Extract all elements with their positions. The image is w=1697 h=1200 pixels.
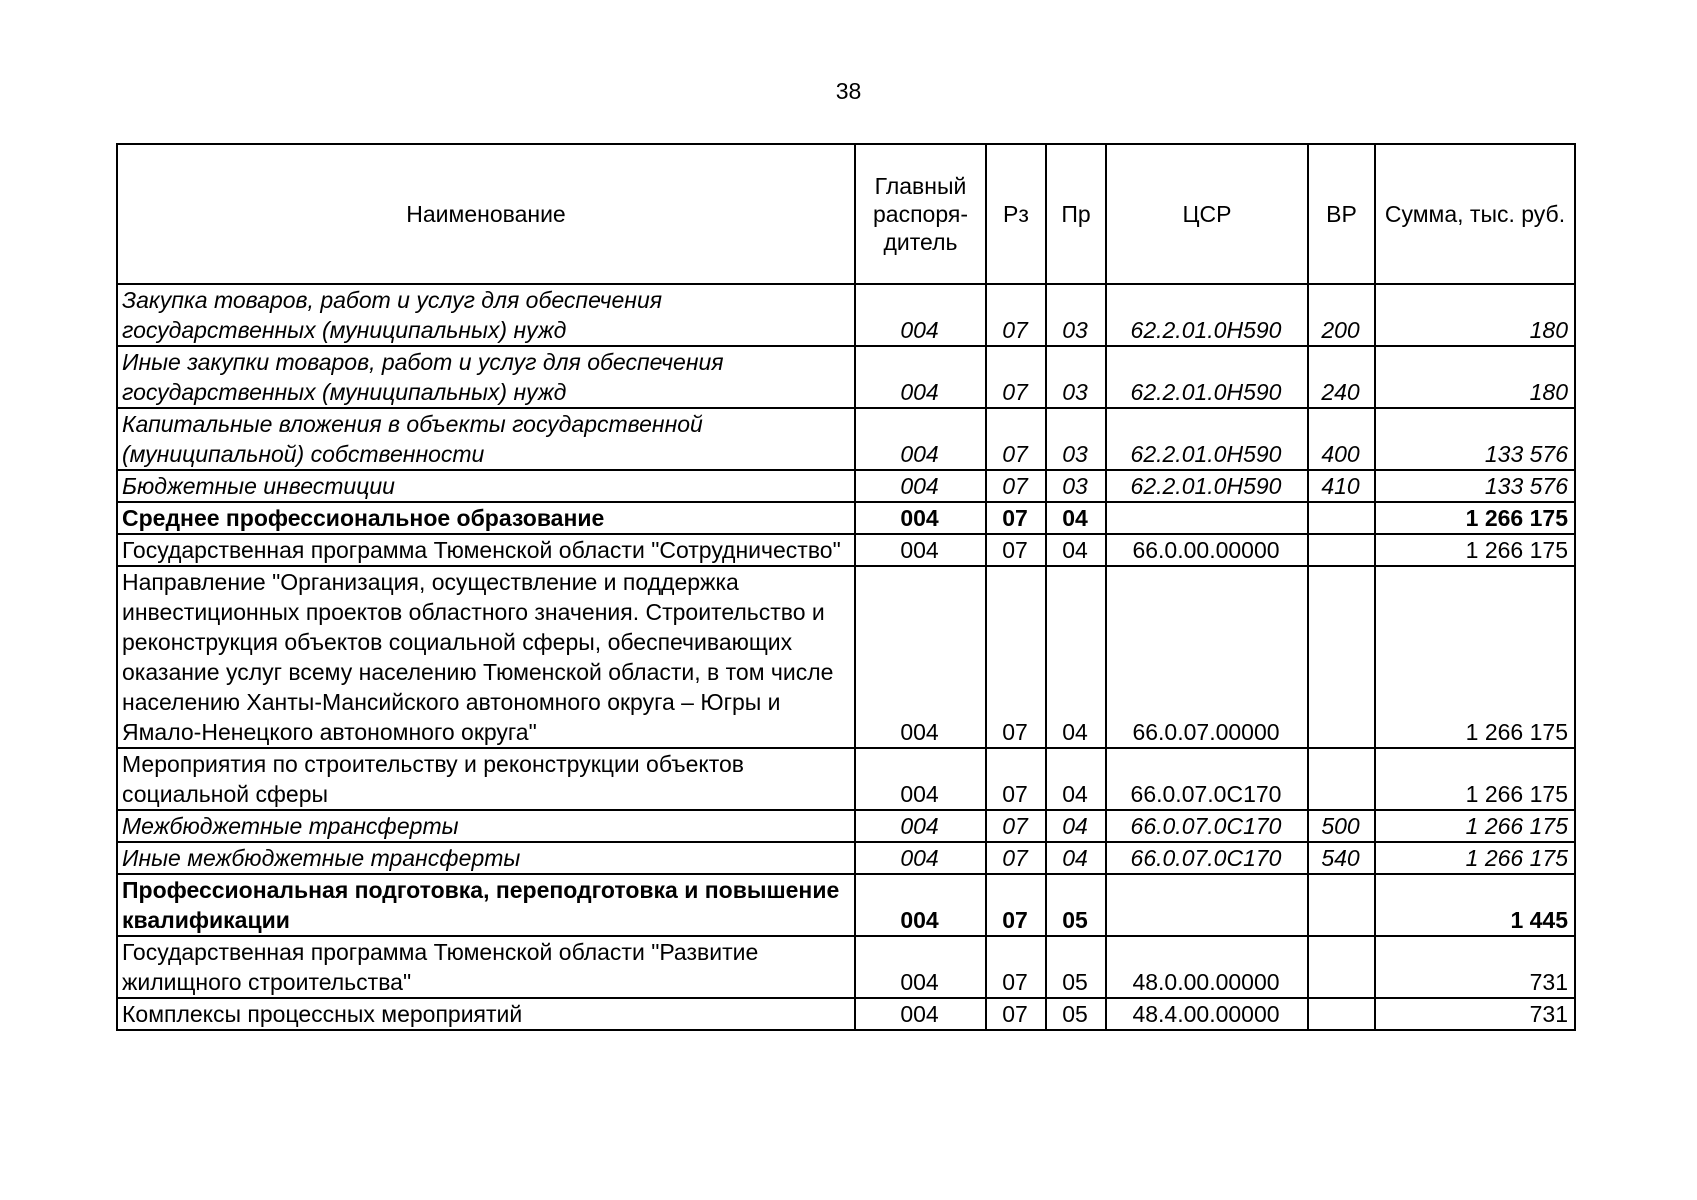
table-header-row (117, 144, 1575, 284)
cell-csr: 66.0.07.0С170 (1106, 748, 1308, 810)
cell-main-admin: 004 (855, 936, 986, 998)
cell-rz: 07 (986, 936, 1046, 998)
table-row (117, 936, 1575, 998)
cell-pr: 04 (1046, 748, 1106, 810)
header-rz: Рз (986, 144, 1046, 284)
cell-sum: 133 576 (1375, 470, 1575, 502)
cell-csr: 62.2.01.0Н590 (1106, 408, 1308, 470)
table-row (117, 284, 1575, 346)
cell-rz: 07 (986, 748, 1046, 810)
cell-pr: 04 (1046, 842, 1106, 874)
header-vr: ВР (1308, 144, 1375, 284)
table-row (117, 346, 1575, 408)
cell-sum: 1 266 175 (1375, 842, 1575, 874)
cell-sum: 1 445 (1375, 874, 1575, 936)
cell-main-admin: 004 (855, 810, 986, 842)
cell-name: Иные закупки товаров, работ и услуг для обеспечения государственных (муниципальных) нужд (117, 346, 855, 408)
cell-rz: 07 (986, 284, 1046, 346)
cell-vr (1308, 748, 1375, 810)
cell-vr (1308, 534, 1375, 566)
cell-name: Закупка товаров, работ и услуг для обеспечения государственных (муниципальных) нужд (117, 284, 855, 346)
cell-pr: 05 (1046, 936, 1106, 998)
cell-name: Бюджетные инвестиции (117, 470, 855, 502)
cell-name: Межбюджетные трансферты (117, 810, 855, 842)
table-row (117, 502, 1575, 534)
cell-rz: 07 (986, 470, 1046, 502)
cell-name: Капитальные вложения в объекты государственной (муниципальной) собственности (117, 408, 855, 470)
cell-pr: 05 (1046, 998, 1106, 1030)
cell-pr: 04 (1046, 810, 1106, 842)
cell-sum: 133 576 (1375, 408, 1575, 470)
cell-main-admin: 004 (855, 748, 986, 810)
cell-sum: 1 266 175 (1375, 748, 1575, 810)
cell-vr: 410 (1308, 470, 1375, 502)
cell-name: Направление "Организация, осуществление и поддержка инвестиционных проектов областного значения. Строительство и реконструкция объектов социальной сферы, обеспечивающих оказание услуг всему населению Тюменской области, в том числе населению Ханты-Мансийского автономного округа – Югры и Ямало-Ненецкого автономного округа" (117, 566, 855, 748)
cell-vr (1308, 502, 1375, 534)
cell-rz: 07 (986, 810, 1046, 842)
cell-main-admin: 004 (855, 470, 986, 502)
cell-pr: 03 (1046, 284, 1106, 346)
cell-main-admin: 004 (855, 408, 986, 470)
table-row (117, 810, 1575, 842)
cell-vr: 400 (1308, 408, 1375, 470)
cell-sum: 1 266 175 (1375, 810, 1575, 842)
cell-sum: 180 (1375, 346, 1575, 408)
cell-csr: 66.0.07.0С170 (1106, 842, 1308, 874)
header-pr: Пр (1046, 144, 1106, 284)
table-row (117, 534, 1575, 566)
table-row (117, 748, 1575, 810)
cell-vr: 500 (1308, 810, 1375, 842)
cell-sum: 1 266 175 (1375, 502, 1575, 534)
cell-csr: 62.2.01.0Н590 (1106, 470, 1308, 502)
cell-main-admin: 004 (855, 284, 986, 346)
cell-vr: 540 (1308, 842, 1375, 874)
cell-rz: 07 (986, 408, 1046, 470)
cell-rz: 07 (986, 998, 1046, 1030)
cell-name: Комплексы процессных мероприятий (117, 998, 855, 1030)
cell-sum: 731 (1375, 936, 1575, 998)
cell-rz: 07 (986, 874, 1046, 936)
cell-rz: 07 (986, 534, 1046, 566)
cell-name: Среднее профессиональное образование (117, 502, 855, 534)
cell-pr: 04 (1046, 534, 1106, 566)
cell-vr (1308, 566, 1375, 748)
cell-name: Государственная программа Тюменской области "Развитие жилищного строительства" (117, 936, 855, 998)
cell-pr: 03 (1046, 470, 1106, 502)
table-row (117, 408, 1575, 470)
cell-csr: 48.4.00.00000 (1106, 998, 1308, 1030)
cell-csr: 66.0.00.00000 (1106, 534, 1308, 566)
cell-main-admin: 004 (855, 874, 986, 936)
table-row (117, 566, 1575, 748)
cell-main-admin: 004 (855, 842, 986, 874)
cell-rz: 07 (986, 566, 1046, 748)
header-csr: ЦСР (1106, 144, 1308, 284)
cell-vr: 240 (1308, 346, 1375, 408)
cell-main-admin: 004 (855, 502, 986, 534)
cell-main-admin: 004 (855, 346, 986, 408)
cell-pr: 04 (1046, 566, 1106, 748)
page-number: 38 (835, 78, 862, 104)
cell-name: Государственная программа Тюменской области "Сотрудничество" (117, 534, 855, 566)
table-row (117, 842, 1575, 874)
cell-vr (1308, 936, 1375, 998)
cell-vr (1308, 998, 1375, 1030)
cell-pr: 03 (1046, 346, 1106, 408)
cell-csr: 62.2.01.0Н590 (1106, 346, 1308, 408)
cell-csr: 48.0.00.00000 (1106, 936, 1308, 998)
cell-rz: 07 (986, 842, 1046, 874)
cell-vr: 200 (1308, 284, 1375, 346)
cell-csr: 66.0.07.00000 (1106, 566, 1308, 748)
table-row (117, 874, 1575, 936)
header-sum: Сумма, тыс. руб. (1375, 144, 1575, 284)
cell-name: Профессиональная подготовка, переподготовка и повышение квалификации (117, 874, 855, 936)
table-row (117, 998, 1575, 1030)
cell-pr: 04 (1046, 502, 1106, 534)
cell-sum: 1 266 175 (1375, 534, 1575, 566)
cell-main-admin: 004 (855, 566, 986, 748)
header-name: Наименование (117, 144, 855, 284)
table-row (117, 470, 1575, 502)
cell-main-admin: 004 (855, 998, 986, 1030)
cell-rz: 07 (986, 502, 1046, 534)
cell-csr: 66.0.07.0С170 (1106, 810, 1308, 842)
cell-csr (1106, 874, 1308, 936)
cell-csr (1106, 502, 1308, 534)
cell-main-admin: 004 (855, 534, 986, 566)
cell-pr: 05 (1046, 874, 1106, 936)
cell-pr: 03 (1046, 408, 1106, 470)
cell-csr: 62.2.01.0Н590 (1106, 284, 1308, 346)
cell-name: Мероприятия по строительству и реконструкции объектов социальной сферы (117, 748, 855, 810)
budget-table (116, 143, 1576, 1031)
cell-vr (1308, 874, 1375, 936)
cell-sum: 180 (1375, 284, 1575, 346)
cell-name: Иные межбюджетные трансферты (117, 842, 855, 874)
cell-rz: 07 (986, 346, 1046, 408)
header-main-admin: Главный распоря-дитель (855, 144, 986, 284)
cell-sum: 731 (1375, 998, 1575, 1030)
cell-sum: 1 266 175 (1375, 566, 1575, 748)
